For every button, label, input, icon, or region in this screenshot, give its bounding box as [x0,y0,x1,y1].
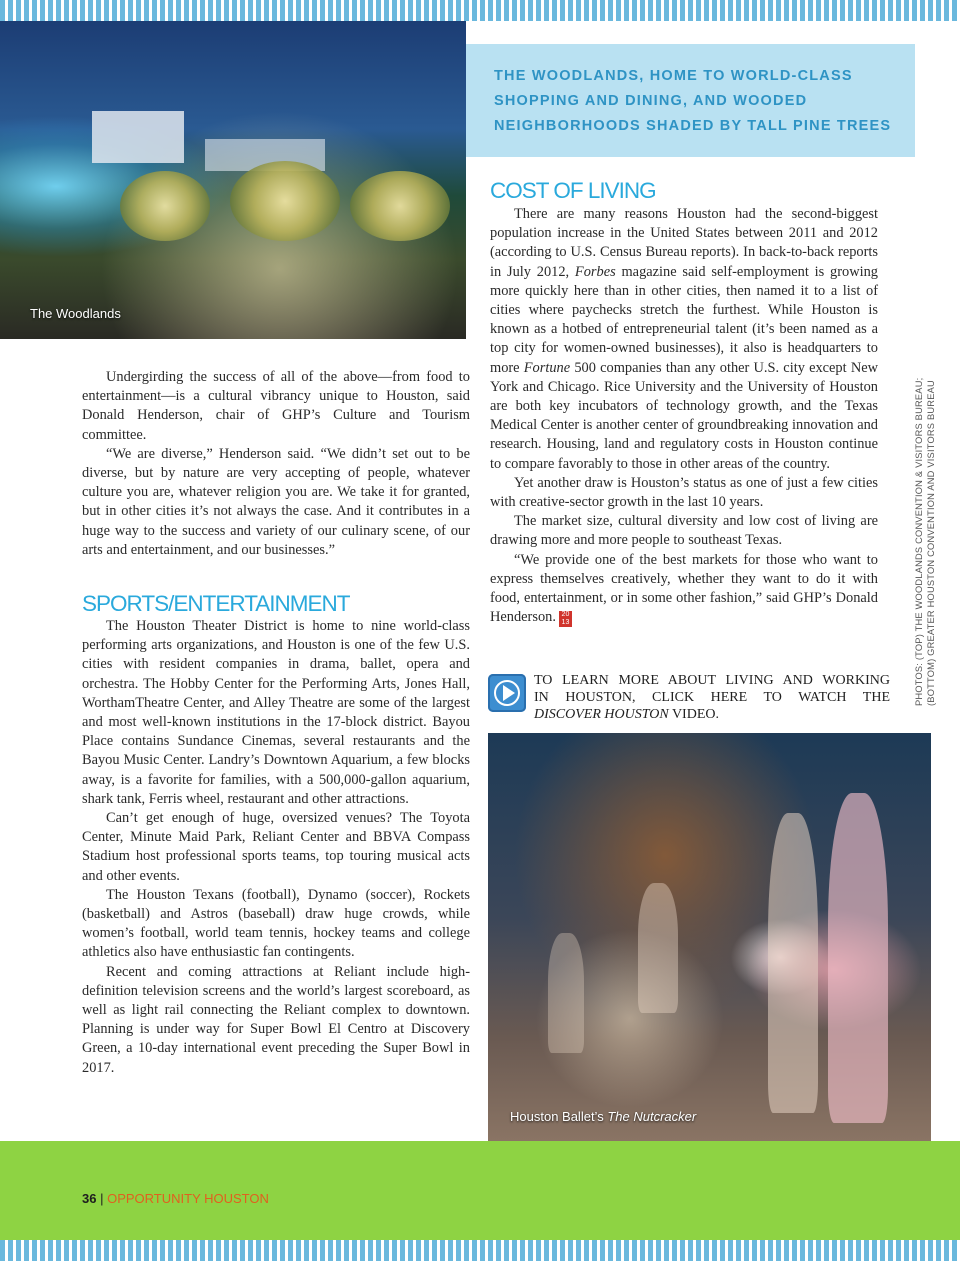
cost-text: There are many reasons Houston had the second-biggest population increase in the United States between 2011 and 2012 (according to U.S. Census Bureau reports). In back-to-back reports in July 2012, [490,206,878,280]
video-text-line: IN HOUSTON, CLICK HERE TO WATCH THE [534,690,890,705]
end-mark-icon: 20 13 [559,611,572,627]
sports-paragraph: The Houston Theater District is home to nine world-class performing arts organizations, and Houston is one of the few U.S. cities with resident companies in drama, ballet, opera and orchestra. The Hobby Center for the Performing Arts, Jones Hall, WorthamTheatre Center, and Alley Theatre are some of the largest and most well-known institutions in the 17-block district. Bayou Place contains Sundance Cinemas, several restaurants and the Bayou Music Center. Landry’s Downtown Aquarium, a few blocks away, is a favorite for families, with a 500,000-gallon aquarium, shark tank, Ferris wheel, restaurant and other attractions. [82,618,470,807]
video-title: DISCOVER HOUSTON [534,707,669,722]
video-text-rest: VIDEO. [668,707,719,722]
forbes-title: Forbes [574,263,616,280]
photo-figure [638,883,678,1013]
sports-paragraph: Can’t get enough of huge, oversized venues? The Toyota Center, Minute Maid Park, Reliant Center and BBVA Compass Stadium host professional sports teams, top touring musical acts and other events. [82,810,470,884]
video-link-text[interactable] [534,672,890,723]
cost-text: magazine said self-employment is growing more quickly here than in other cities, then named it to a list of cities where paychecks stretch the furthest. While Houston is known as a hotbed of entrepreneurial talent (it’s been named as a top city for women-owned businesses), it also is headquarters to more [490,263,879,376]
woodlands-photo [0,21,466,339]
photo-building [92,111,184,163]
photo-credit [913,366,937,706]
photo-tree [120,171,210,241]
photo-credit-line: PHOTOS: (TOP) THE WOODLANDS CONVENTION & VISITORS BUREAU; [914,377,924,706]
footer-separator: | [96,1191,108,1206]
page-number: 36 [82,1191,97,1206]
sports-paragraph: The Houston Texans (football), Dynamo (soccer), Rockets (basketball) and Astros (baseball) draw huge crowds, while women’s football, world team tennis, hockey teams and college athletics also have enthusiastic fan contingents. [82,886,470,961]
ballet-photo [488,733,931,1141]
intro-column [82,368,470,560]
cost-text: 500 companies than any other U.S. city except New York and Chicago. Rice University and the University of Houston are both key incubators of technology growth, and the Texas Medical Center is another center of groundbreaking innovation and research. Housing, land and regulatory costs in Houston continue to compare favorably to those in other areas of the country. [490,359,878,472]
photo-credit-line: (BOTTOM) GREATER HOUSTON CONVENTION AND VISITORS BUREAU [926,380,936,706]
ballet-caption [510,1109,696,1124]
cost-of-living-column [490,205,878,627]
bottom-decorative-stripe [0,1240,960,1261]
sports-entertainment-heading: SPORTS/ENTERTAINMENT [82,591,350,616]
cost-text: “We provide one of the best markets for those who want to express themselves creatively, whether they want to do it with food, entertainment, or in some other fashion,” said GHP’s Donald Henderson. [490,551,878,626]
photo-dancer [768,813,818,1113]
play-icon[interactable] [488,674,526,712]
video-text-line [534,706,890,723]
cost-of-living-heading: COST OF LIVING [490,178,656,203]
cost-paragraph [490,205,878,474]
woodlands-caption: The Woodlands [30,306,121,321]
footer [82,1191,269,1206]
fortune-title: Fortune [523,359,571,376]
video-text-line: TO LEARN MORE ABOUT LIVING AND WORKING [534,673,890,688]
photo-tree [350,171,450,241]
pull-quote-callout [466,44,915,157]
video-link[interactable] [488,672,890,722]
ballet-caption-title: The Nutcracker [607,1109,697,1124]
cost-paragraph: The market size, cultural diversity and low cost of living are drawing more and more people to southeast Texas. [490,513,878,549]
callout-text: THE WOODLANDS, HOME TO WORLD-CLASS SHOPPING AND DINING, AND WOODED NEIGHBORHOODS SHADED BY TALL PINE TREES [494,68,892,134]
sports-paragraph: Recent and coming attractions at Reliant include high-definition television screens and the world’s largest scoreboard, as well as light rail connecting the Reliant complex to downtown. Planning is under way for Super Bowl El Centro at Discovery Green, a 10-day international event preceding the Super Bowl in 2017. [82,963,470,1076]
publication-name: OPPORTUNITY HOUSTON [107,1191,269,1206]
photo-tree [230,161,340,241]
ballet-caption-prefix: Houston Ballet’s [510,1109,608,1124]
cost-paragraph [490,551,878,628]
intro-paragraph: Undergirding the success of all of the above—from food to entertainment—is a cultural vibrancy unique to Houston, said Donald Henderson, chair of GHP’s Culture and Tourism committee. [82,369,470,443]
photo-figure [548,933,584,1053]
cost-paragraph: Yet another draw is Houston’s status as one of just a few cities with creative-sector growth in the last 10 years. [490,474,878,511]
top-decorative-stripe [0,0,960,21]
sports-column [82,617,470,1078]
photo-ballerina [828,793,888,1123]
intro-paragraph: “We are diverse,” Henderson said. “We didn’t set out to be diverse, but by nature are very accepting of people, whatever culture you are, whatever religion you are. We take it for granted, but in other cities it’s not always the case. And it contributes in a huge way to the success and variety of our culinary scene, of our arts and entertainment, and our businesses.” [82,445,470,558]
